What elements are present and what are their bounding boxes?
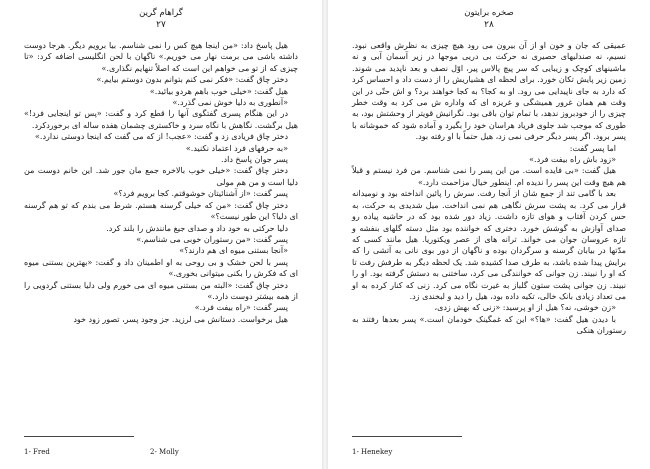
paragraph: «به حرفهای فرد اعتماد نکنید.»: [185, 143, 288, 153]
paragraph: «آنطوری به دلیا خوش نمی گذرد.»: [172, 98, 288, 108]
page-body: [24, 40, 298, 325]
footnote-henekey: 1- Henekey: [352, 448, 393, 456]
right-page: [328, 0, 650, 469]
page-number: ۲۸: [484, 20, 494, 30]
paragraph: عمیقی که جان و خون او از آن بیرون می رود هیچ چیزی به نظرش واقعی نبود. نسیم، نه صندلیهای حصیری نه حرکت بی دریی موجها در زیر آسمان آبی و نه ماشینهای کوچک و زیبایی که سر پیچ پالاس پیر، اوّل نصف و بعد ناپدید می شوند. زمین زیر پایش تکان خورد. برای لحظه ای هشیاریش را از دست داد و احساس کرد که دارد به جای ناپیدایی می رود. او به کجا؟ به کجا خواهند برد؟ و اش حتّی در این وقت هم همان غرور همیشگی و غریزه ای که واداره ش می کرد به وقت خطر چیزی را از خودبروز ندهد، با تمام توان باقی بود. نگرانیش قویتر از وحشتش بود، به طوری که موجب شد جلوی فریاد هراسان خود را بگیرد و آماده شود که خموشانه با پسر برود. اگر پسر دیگر حرفی نمی زد، هیل حتماً با او رفته بود.: [352, 41, 626, 142]
paragraph: «زن خوشی، نه؟ هیل از او پرسید: «زنی که بهش زدی،: [434, 303, 616, 313]
paragraph: پسر گفت: «راه بیفت فرد.»: [194, 303, 288, 313]
footnote-rule: [24, 436, 134, 437]
paragraph: دختر چاق گفت: «من که خیلی گرسنه هستم. شرط می بندم که تو هم گرسنه ای دلیا؟ این طور نیست؟»: [24, 200, 298, 222]
paragraph: «زود باش راه بیفت فرد.»: [529, 155, 616, 165]
paragraph: هیل گفت: «خیلی خوب باهم هردو بیائید.»: [149, 86, 288, 96]
paragraph: هیل برخواست. دستانش می لرزید. جز وجود پسر، تصور زود خود: [73, 314, 288, 324]
page-body: [352, 40, 626, 337]
paragraph: هیل گفت: «بی فایده است. من این پسر را نمی شناسم. من فرد نیستم و قبلاً هم هیچ وقت این پسر را ندیده ام. اینطور خیال مزاحمت دارد.»: [352, 166, 626, 187]
paragraph: «آنجا بستنی میوه ای هم دارند؟»: [179, 246, 288, 256]
paragraph: پسر گفت: «از آشنائیتان خوشوقتم. کجا برویم فرد؟»: [113, 189, 288, 199]
footnote-rule: [352, 436, 462, 437]
paragraph: دلیا حرکتی به خود داد و صدای جیغ مانندش را بلند کرد.: [106, 223, 288, 233]
page-number: ۲۷: [156, 20, 166, 30]
running-head: صخره برایتون: [464, 8, 514, 18]
footnote-fred: 1- Fred: [24, 448, 50, 456]
paragraph: با دیدن هیل گفت: «ها؟» این که غمگینک خودمان است.» پسر بعدها رفتند به رستوران هنکی: [352, 314, 626, 336]
paragraph: پسر جوان پاسخ داد.: [220, 155, 288, 165]
paragraph: دختر چاق گفت: «البته من بستنی میوه ای می خورم ولی دلیا بستنی گردویی را از همه بیشتر دوست دارد.»: [24, 280, 298, 301]
paragraph: اما پسر گفت:: [569, 143, 616, 153]
footnote-molly: 2- Molly: [150, 448, 179, 456]
paragraph: دختر چاق گفت: «فکر نمی کنم بتوانم بدون دوستم بیایم.»: [96, 75, 288, 85]
paragraph: دختر چاق گفت: «خیلی خوب بالاخره جمع مان جور شد. این خانم دوست من دلیا است و من هم مولی: [24, 166, 298, 187]
running-head: گراهام گرین: [139, 8, 183, 18]
paragraph: پسر با لحن خشک و بی روحی به او اطمینان داد و گفت: «بهترین بستنی میوه ای که فکرش را بکنی میتوانی بخوری.»: [24, 257, 298, 279]
paragraph: پسر گفت: «من رستوران خوبی می شناسم.»: [136, 234, 288, 244]
paragraph: دختر چاق فریادی زد و گفت: «عجب! از که می گفت که اینجا دوستی ندارد.»: [35, 132, 288, 142]
paragraph: بعد با گامی تند از جمع شان از آنجا رفت. سرش را پائین انداخته بود و نومیدانه قرار می کرد. به پشت سرش نگاهی هم نمی انداخت. میل شدیدی به حرکت، به حس کردن آفتاب و هوای تازه داشت. زیاد دور شده بود که در حاشیه پیاده رو صدای آوازش به گوشش خورد. دختری که خواننده بود مثل دسته گلهای بنفشه و تازه عروسان جوان می خواند. ترانه های از عصر ویکتوریا. هیل مانند کسی که مدّتها در بیابان گرسنه و سرگردان بوده و ناگهان از دور بوی نانی به آتشی را که برایش پیدا شده باشد، به طرف صدا کشیده شد. یک لحظه دیگر به طرفش رفت تا که او را نبیند. زن جوانی که خوانندگی می کرد، ساختنی به دستش گرفته بود. او را نبیند. زن جوانی پشت ستون گلباز به غیرت نگاه می کرد. زنی که کنار کرده به او می تعداد زیادی بانک خالی، تکیه داده بود، هیل را دید و لبخندی زد.: [352, 189, 626, 301]
paragraph: هیل پاسخ داد: «من اینجا هیچ کس را نمی شناسم. بیا برویم دیگر. هرجا دوست داشته باشی می برمت نهار می خوریم.» ناگهان با لحن انگلیسی اضافه کرد: «تا چیزی که از تو می خواهم این است که اصلاً تنهایم نگذاری.»: [24, 41, 298, 73]
left-page: [0, 0, 322, 469]
paragraph: در این هنگام پسری گفتگوی آنها را قطع کرد و گفت: «پس تو اینجایی فرد!» هیل برگشت. نگاهش با نگاه سرد و خاکستری چشمان هفده ساله ای برخوردکرد.: [24, 109, 298, 130]
